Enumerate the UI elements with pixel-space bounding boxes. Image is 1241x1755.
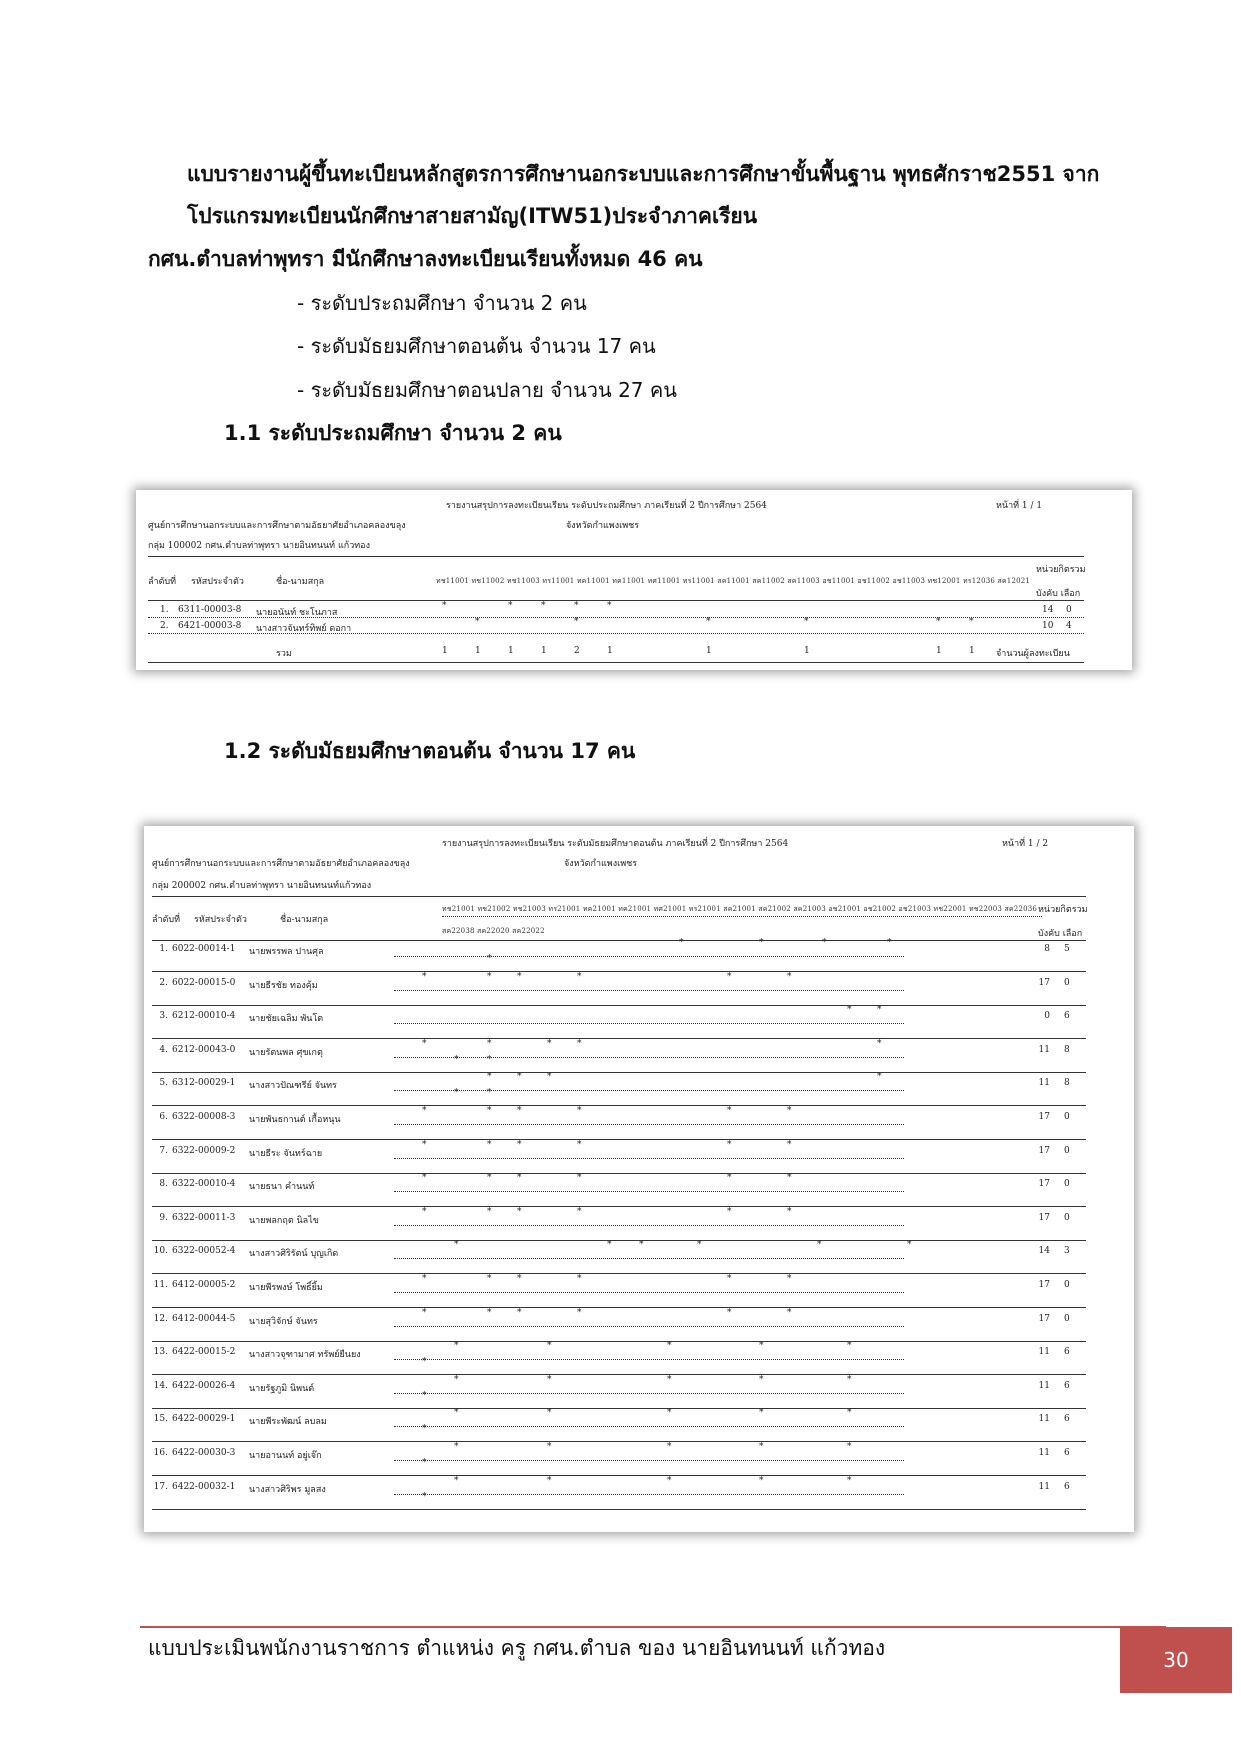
row-name: นายพีรพงษ์ โพธิ์ยิ้ม [249,1283,323,1293]
row-no: 5. [159,1078,168,1089]
credit-sub: บังคับ เลือก [1036,589,1081,599]
row-opt: 0 [1064,1145,1070,1156]
report-group: กลุ่ม 100002 กศน.ตำบลท่าพุทรา นายอินทนนท์ แก้วทอง [148,541,370,551]
row-no: 1. [160,605,169,615]
level-primary: - ระดับประถมศึกษา จำนวน 2 คน [297,291,587,315]
level-lower-secondary: - ระดับมัธยมศึกษาตอนต้น จำนวน 17 คน [297,334,656,358]
row-opt: 0 [1064,977,1070,988]
row-opt: 0 [1064,1280,1070,1290]
row-opt: 8 [1064,1044,1070,1055]
report-title: รายงานสรุปการลงทะเบียนเรียน ระดับประถมศึกษา ภาคเรียนที่ 2 ปีการศึกษา 2564 [446,501,767,511]
row-id: 6422-00032-1 [172,1481,236,1492]
row-req: 17 [1038,1313,1050,1324]
row-no: 3. [159,1011,168,1022]
row-req: 14 [1042,605,1054,615]
row-name: นางสาวจุฑามาศ ทรัพย์ยืนยง [249,1350,361,1361]
row-req: 0 [1044,1011,1050,1022]
row-opt: 0 [1066,605,1072,615]
row-name: นายอนันท์ ชะโนภาส [256,608,338,618]
section-1-title: 1.1 ระดับประถมศึกษา จำนวน 2 คน [224,421,562,445]
col-no: ลำดับที่ [152,915,181,925]
row-req: 17 [1038,1179,1050,1190]
credit-sub: บังคับ เลือก [1038,929,1083,939]
row-name: นางสาวศิริพร มูลสง [249,1484,326,1495]
row-opt: 6 [1064,1481,1070,1492]
row-id: 6322-00052-4 [172,1246,236,1257]
page-number: 30 [1120,1627,1232,1693]
row-no: 16. [153,1448,168,1458]
row-req: 17 [1038,1280,1050,1290]
col-id: รหัสประจำตัว [191,577,244,587]
row-no: 11. [153,1280,168,1290]
total-label: รวม [276,649,292,659]
level-upper-secondary: - ระดับมัธยมศึกษาตอนปลาย จำนวน 27 คน [297,378,677,402]
row-id: 6412-00044-5 [172,1313,236,1324]
row-name: นายรัฐภูมิ นิพนต์ [249,1383,315,1394]
row-opt: 0 [1064,1179,1070,1190]
row-no: 7. [159,1145,168,1156]
row-opt: 0 [1064,1112,1070,1122]
report-center: ศูนย์การศึกษานอกระบบและการศึกษาตามอัธยาศัยอำเภอคลองขลุง [152,859,410,869]
row-no: 9. [159,1212,168,1223]
total-value: 1 [804,646,810,656]
row-opt: 4 [1066,621,1072,631]
row-no: 17. [153,1481,168,1492]
subject-codes-2: สค22038 สค22020 สค22022 [442,927,545,935]
row-opt: 5 [1064,944,1070,954]
row-id: 6322-00009-2 [172,1145,236,1156]
row-opt: 6 [1064,1448,1070,1458]
col-no: ลำดับที่ [148,577,177,587]
row-name: นายพรรพล ปานศุล [249,947,324,957]
total-value: 1 [508,646,514,656]
total-value: 2 [574,646,580,656]
report-group: กลุ่ม 200002 กศน.ตำบลท่าพุทรา นายอินทนนท์แก้วทอง [152,881,372,891]
row-opt: 8 [1064,1078,1070,1089]
row-id: 6322-00008-3 [172,1112,236,1122]
row-opt: 0 [1064,1313,1070,1324]
total-right: จำนวนผู้ลงทะเบียน [996,649,1070,659]
col-id: รหัสประจำตัว [194,915,247,925]
row-req: 11 [1038,1078,1050,1089]
row-opt: 6 [1064,1414,1070,1425]
row-req: 11 [1038,1481,1050,1492]
row-opt: 3 [1064,1246,1070,1257]
row-id: 6422-00030-3 [172,1448,236,1458]
footer-line [140,1626,1166,1628]
row-id: 6022-00015-0 [172,977,236,988]
col-name: ชื่อ-นามสกุล [280,915,329,925]
row-name: นายธีระ จันทร์ฉาย [249,1148,323,1159]
row-no: 8. [159,1179,168,1190]
row-name: นายอานนท์ อยู่เจ๊ก [249,1451,322,1461]
row-no: 12. [153,1313,168,1324]
row-id: 6412-00005-2 [172,1280,236,1290]
row-name: นางสาวปัณฑรีย์ จันทร [249,1081,337,1092]
row-id: 6422-00029-1 [172,1414,236,1425]
total-value: 1 [936,646,942,656]
total-value: 1 [541,646,547,656]
row-req: 14 [1038,1246,1050,1257]
row-name: นายรัตนพล ศุขเกตุ [249,1047,323,1058]
report-page: หน้าที่ 1 / 2 [1002,839,1049,849]
row-opt: 6 [1064,1011,1070,1022]
row-name: นายพันธกานต์ เกื้อหนุน [249,1115,341,1125]
credit-head: หน่วยกิตรวม [1038,905,1088,915]
row-req: 11 [1038,1448,1050,1458]
lower-secondary-report-panel: รายงานสรุปการลงทะเบียนเรียน ระดับมัธยมศึกษาตอนต้น ภาคเรียนที่ 2 ปีการศึกษา 2564 หน้าที่ 1 / 2 ศูนย์การศึกษานอกระบบและการศึกษาตามอัธยาศัยอำเภอคลองขลุง จังหวัดกำแพงเพชร กลุ่ม 200002 กศน.ตำบลท่าพุทรา นายอินทนนท์แก้วทอง ทช21001 ทช21002 ทช21003 ทร21001 ทค21001 ทค21001 ทศ21001 ทร21001 สค21001 สค21002 สค21003 อช21001 อช21002 อช21003 ทช22001 ทช22003 สค22036 หน่วยกิตรวม ลำดับที่ รหัสประจำตัว ชื่อ-นามสกุล สค22038 สค22020 สค22022 บังคับ เลือก 1. 6022-00014-1 นายพรรพล ปานศุล 8 5 * * * * * 2. 6022-00015-0 นายธีรชัย ทองคุ้ม 17 0 * * * * * * 3. 6212-00010-4 นายชัยเฉลิม พันโต 0 6 * * 4. 6212-00043-0 นายรัตนพล ศุขเกตุ 11 8 * * * * * * * 5. 6312-00029-1 นางสาวปัณฑรีย์ จันทร 11 8 * * * * * * 6. 6322-00008-3 นายพันธกานต์ เกื้อหนุน 17 0 * * * * * * 7. 6322-00009-2 นายธีระ จันทร์ฉาย 17 0 * * * * * * 8. 6322-00010-4 นายธนา คำนนท์ 17 0 * * * * * * 9. 6322-00011-3 นายพลกฤต นิลไข 17 0 * * * * * * 10. 6322-00052-4 นางสาวศิริรัตน์ บุญเกิด 14 3 * * * * * * 11. 6412-00005-2 นายพีรพงษ์ โพธิ์ยิ้ม 17 0 * * * * * * 12. 6412-00044-5 นายสุวิจักษ์ จันทร 17 0 * * * * * * 13. 6422-00015-2 นางสาวจุฑามาศ ทรัพย์ยืนยง 11 6 * * * * * * 14. 6422-00026-4 นายรัฐภูมิ นิพนต์ 11 6 * * * * * * 15. 6422-00029-1 นายพีระพัฒน์ ลบลม 11 6 * * * * * * 16. 6422-00030-3 นายอานนท์ อยู่เจ๊ก 11 6 * * * * * * 17. 6422-00032-1 นางสาวศิริพร มูลสง 11 6 * * * * * * [144,826,1134,1532]
row-req: 17 [1038,1112,1050,1122]
total-value: 1 [442,646,448,656]
row-id: 6022-00014-1 [172,944,236,954]
report-page: หน้าที่ 1 / 1 [996,501,1043,511]
row-id: 6322-00011-3 [172,1212,236,1223]
row-name: นายชัยเฉลิม พันโต [249,1014,324,1025]
row-opt: 0 [1064,1212,1070,1223]
footer-text: แบบประเมินพนักงานราชการ ตำแหน่ง ครู กศน.ตำบล ของ นายอินทนนท์ แก้วทอง [148,1636,886,1660]
row-req: 11 [1038,1380,1050,1391]
row-req: 11 [1038,1044,1050,1055]
row-id: 6422-00015-2 [172,1347,236,1358]
subject-codes-1: ทช21001 ทช21002 ทช21003 ทร21001 ทค21001 ทค21001 ทศ21001 ทร21001 สค21001 สค21002 สค21003 อช21001 อช21002 อช21003 ทช22001 ทช22003 สค22036 [442,905,1038,913]
row-no: 2. [159,977,168,988]
heading-line-2: โปรแกรมทะเบียนนักศึกษาสายสามัญ(ITW51)ประจำภาคเรียน [187,204,758,228]
col-name: ชื่อ-นามสกุล [276,577,325,587]
row-no: 13. [153,1347,168,1358]
row-name: นายธนา คำนนท์ [249,1182,315,1193]
row-name: นางสาวศิริรัตน์ บุญเกิด [249,1249,339,1260]
row-no: 10. [153,1246,168,1257]
row-opt: 6 [1064,1347,1070,1358]
row-id: 6422-00026-4 [172,1380,236,1391]
report-province: จังหวัดกำแพงเพชร [566,521,640,531]
row-opt: 6 [1064,1380,1070,1391]
row-name: นายสุวิจักษ์ จันทร [249,1316,318,1327]
report-province: จังหวัดกำแพงเพชร [564,859,638,869]
row-name: นายธีรชัย ทองคุ้ม [249,980,318,991]
total-value: 1 [475,646,481,656]
row-no: 1. [159,944,168,954]
report-title: รายงานสรุปการลงทะเบียนเรียน ระดับมัธยมศึกษาตอนต้น ภาคเรียนที่ 2 ปีการศึกษา 2564 [442,839,789,849]
row-req: 17 [1038,977,1050,988]
total-value: 1 [607,646,613,656]
row-id: 6322-00010-4 [172,1179,236,1190]
report-center: ศูนย์การศึกษานอกระบบและการศึกษาตามอัธยาศัยอำเภอคลองขลุง [148,521,406,531]
row-req: 10 [1042,621,1054,631]
primary-report-panel: รายงานสรุปการลงทะเบียนเรียน ระดับประถมศึกษา ภาคเรียนที่ 2 ปีการศึกษา 2564 หน้าที่ 1 / 1 ศูนย์การศึกษานอกระบบและการศึกษาตามอัธยาศัยอำเภอคลองขลุง จังหวัดกำแพงเพชร กลุ่ม 100002 กศน.ตำบลท่าพุทรา นายอินทนนท์ แก้วทอง หน่วยกิตรวม ลำดับที่ รหัสประจำตัว ชื่อ-นามสกุล ทช11001 ทช11002 ทช11003 ทร11001 ทค11001 ทค11001 ทศ11001 ทร11001 สค11001 สค11002 สค11003 อช11001 อช11002 อช11003 ทช12001 ทร12036 สค12021 บังคับ เลือก 1. 6311-00003-8 นายอนันท์ ชะโนภาส 14 0 * * * * * 2. 6421-00003-8 นางสาวจันทร์ทิพย์ ดอกา 10 4 * * * * * * รวม 1 1 1 1 2 1 1 1 1 1 จำนวนผู้ลงทะเบียน [136,490,1132,670]
credit-head: หน่วยกิตรวม [1036,565,1086,575]
row-name: นายพลกฤต นิลไข [249,1215,319,1226]
row-req: 8 [1044,944,1050,954]
row-id: 6212-00010-4 [172,1011,236,1022]
row-name: นายพีระพัฒน์ ลบลม [249,1417,327,1428]
row-no: 4. [159,1044,168,1055]
row-id: 6311-00003-8 [178,605,242,615]
total-value: 1 [706,646,712,656]
row-no: 14. [153,1380,168,1391]
subject-codes: ทช11001 ทช11002 ทช11003 ทร11001 ทค11001 ทค11001 ทศ11001 ทร11001 สค11001 สค11002 สค11003 อช11001 อช11002 อช11003 ทช12001 ทร12036 สค12021 [436,577,1031,585]
total-value: 1 [969,646,975,656]
row-id: 6212-00043-0 [172,1044,236,1055]
heading-line-1: แบบรายงานผู้ขึ้นทะเบียนหลักสูตรการศึกษานอกระบบและการศึกษาขั้นพื้นฐาน พุทธศักราช2551 จาก [187,162,1100,186]
heading-line-3: กศน.ตำบลท่าพุทรา มีนักศึกษาลงทะเบียนเรียนทั้งหมด 46 คน [148,247,703,271]
section-2-title: 1.2 ระดับมัธยมศึกษาตอนต้น จำนวน 17 คน [224,739,636,763]
row-no: 6. [159,1112,168,1122]
row-req: 11 [1038,1347,1050,1358]
row-no: 2. [160,621,169,631]
row-name: นางสาวจันทร์ทิพย์ ดอกา [256,624,352,634]
row-req: 11 [1038,1414,1050,1425]
row-no: 15. [153,1414,168,1425]
row-req: 17 [1038,1212,1050,1223]
row-id: 6312-00029-1 [172,1078,236,1089]
row-id: 6421-00003-8 [178,621,242,631]
row-req: 17 [1038,1145,1050,1156]
